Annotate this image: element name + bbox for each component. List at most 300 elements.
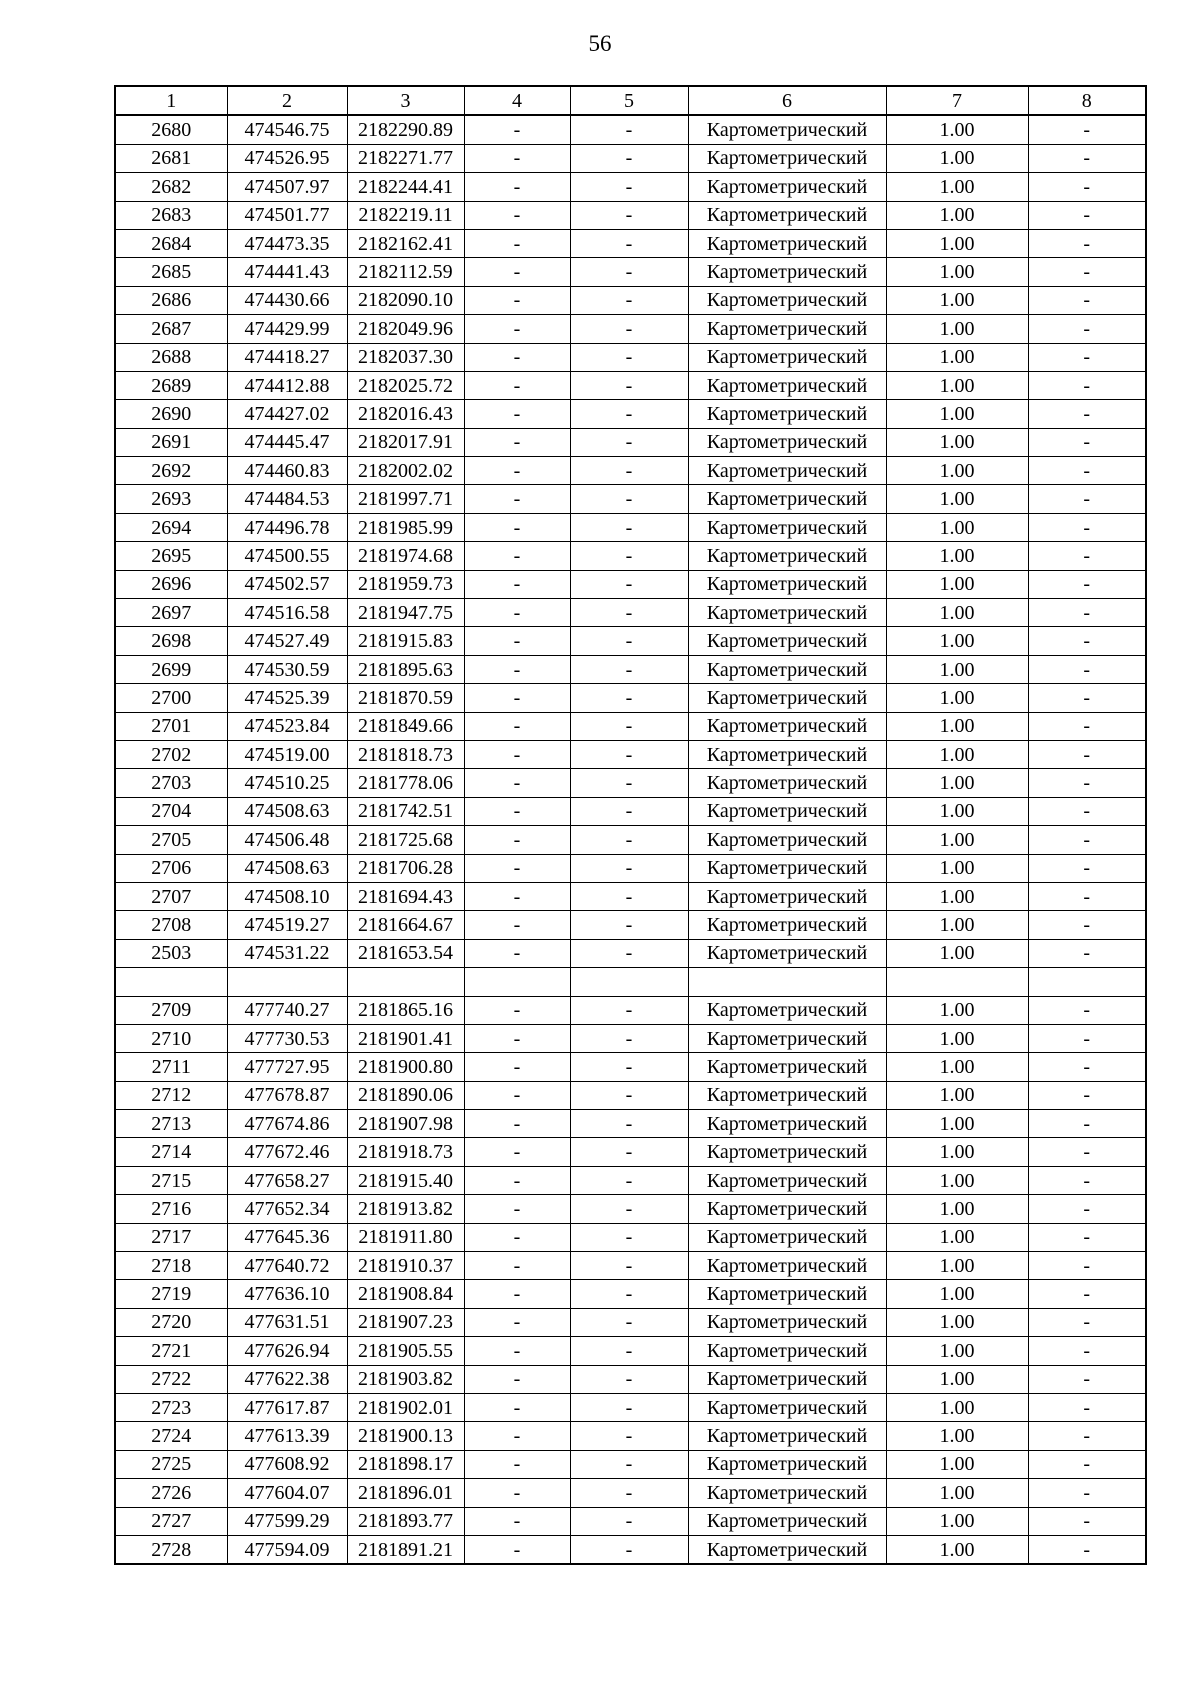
table-cell: - (1028, 1166, 1146, 1194)
table-cell: 2182290.89 (347, 115, 464, 144)
table-row (115, 740, 1146, 768)
table-cell: 2691 (115, 428, 227, 456)
table-cell: Картометрический (688, 1507, 886, 1535)
table-cell: - (464, 1535, 570, 1564)
table-cell: 477622.38 (227, 1365, 347, 1393)
table-cell: 1.00 (886, 1195, 1028, 1223)
table-cell: - (1028, 400, 1146, 428)
table-row (115, 428, 1146, 456)
table-row (115, 1393, 1146, 1421)
table-cell: Картометрический (688, 1337, 886, 1365)
table-cell: 474546.75 (227, 115, 347, 144)
table-cell: - (464, 1053, 570, 1081)
table-cell: - (1028, 655, 1146, 683)
table-cell: 2708 (115, 911, 227, 939)
table-cell: 474525.39 (227, 684, 347, 712)
table-cell: - (464, 1081, 570, 1109)
table-cell: - (464, 684, 570, 712)
table-cell: - (570, 1138, 688, 1166)
table-cell: 477652.34 (227, 1195, 347, 1223)
table-row (115, 144, 1146, 172)
table-cell: 477608.92 (227, 1450, 347, 1478)
table-cell: 2181778.06 (347, 769, 464, 797)
table-cell: 474429.99 (227, 315, 347, 343)
table-cell: Картометрический (688, 570, 886, 598)
table-cell: - (570, 1422, 688, 1450)
table-cell: Картометрический (688, 286, 886, 314)
table-cell: 2181974.68 (347, 542, 464, 570)
table-cell: - (464, 1166, 570, 1194)
table-row (115, 911, 1146, 939)
table-row (115, 400, 1146, 428)
table-cell: - (1028, 570, 1146, 598)
table-cell: 2181907.23 (347, 1308, 464, 1336)
table-cell: 2181694.43 (347, 882, 464, 910)
table-cell: - (1028, 1024, 1146, 1052)
table-cell: Картометрический (688, 1535, 886, 1564)
table-cell: - (570, 1393, 688, 1421)
column-header: 2 (227, 86, 347, 115)
table-cell: 2689 (115, 371, 227, 399)
column-header: 5 (570, 86, 688, 115)
table-cell: - (570, 343, 688, 371)
table-cell: - (464, 627, 570, 655)
table-cell: - (464, 343, 570, 371)
table-cell: 2702 (115, 740, 227, 768)
table-cell: 1.00 (886, 1280, 1028, 1308)
table-cell: 2685 (115, 258, 227, 286)
table-cell: 2182016.43 (347, 400, 464, 428)
table-cell: Картометрический (688, 854, 886, 882)
table-cell: 2706 (115, 854, 227, 882)
table-cell: 2693 (115, 485, 227, 513)
table-cell: - (570, 542, 688, 570)
table-cell: 474527.49 (227, 627, 347, 655)
table-cell: - (1028, 513, 1146, 541)
table-cell: - (1028, 911, 1146, 939)
table-cell: - (570, 485, 688, 513)
table-cell: - (570, 144, 688, 172)
table-cell: - (1028, 882, 1146, 910)
table-cell: 2181910.37 (347, 1252, 464, 1280)
table-cell: Картометрический (688, 684, 886, 712)
table-cell: 2680 (115, 115, 227, 144)
table-cell: 477599.29 (227, 1507, 347, 1535)
table-row (115, 1535, 1146, 1564)
table-row (115, 286, 1146, 314)
table-cell: 2182017.91 (347, 428, 464, 456)
table-cell: - (570, 1535, 688, 1564)
table-cell: 474473.35 (227, 229, 347, 257)
table-row (115, 1507, 1146, 1535)
table-cell: 2709 (115, 996, 227, 1024)
table-row (115, 655, 1146, 683)
table-cell: 474523.84 (227, 712, 347, 740)
table-cell: - (464, 229, 570, 257)
table-row (115, 1110, 1146, 1138)
table-cell: - (464, 854, 570, 882)
table-cell: - (570, 286, 688, 314)
table-cell: - (464, 115, 570, 144)
table-row (115, 343, 1146, 371)
table-cell: - (1028, 1223, 1146, 1251)
table-cell: 1.00 (886, 740, 1028, 768)
table-cell: 2722 (115, 1365, 227, 1393)
table-cell: 1.00 (886, 570, 1028, 598)
table-cell: - (464, 1138, 570, 1166)
table-cell: 1.00 (886, 684, 1028, 712)
table-cell: Картометрический (688, 1422, 886, 1450)
table-cell: 2718 (115, 1252, 227, 1280)
table-cell: 2681 (115, 144, 227, 172)
table-cell: 2682 (115, 173, 227, 201)
table-cell: 2181664.67 (347, 911, 464, 939)
table-cell: 2181997.71 (347, 485, 464, 513)
table-cell: 2181706.28 (347, 854, 464, 882)
table-cell: 2181959.73 (347, 570, 464, 598)
table-cell: 1.00 (886, 1223, 1028, 1251)
table-cell: 1.00 (886, 457, 1028, 485)
table-cell: 1.00 (886, 797, 1028, 825)
table-cell: - (1028, 1450, 1146, 1478)
table-cell: 1.00 (886, 826, 1028, 854)
table-cell: - (570, 1081, 688, 1109)
table-cell: - (570, 882, 688, 910)
table-cell: - (464, 599, 570, 627)
table-cell: 2503 (115, 939, 227, 967)
table-cell (115, 968, 227, 996)
table-row (115, 1422, 1146, 1450)
table-cell: - (464, 570, 570, 598)
table-cell: 1.00 (886, 343, 1028, 371)
table-cell: 474510.25 (227, 769, 347, 797)
table-cell: Картометрический (688, 1280, 886, 1308)
table-cell: 2720 (115, 1308, 227, 1336)
table-cell: 2181896.01 (347, 1479, 464, 1507)
table-cell: 1.00 (886, 996, 1028, 1024)
table-cell: Картометрический (688, 627, 886, 655)
table-cell: - (570, 1053, 688, 1081)
table-cell: - (1028, 1535, 1146, 1564)
table-cell: Картометрический (688, 655, 886, 683)
table-cell: - (1028, 315, 1146, 343)
table-cell: - (464, 1223, 570, 1251)
table-cell: 1.00 (886, 173, 1028, 201)
table-cell: 474460.83 (227, 457, 347, 485)
table-cell: 2181911.80 (347, 1223, 464, 1251)
table-row (115, 1195, 1146, 1223)
table-cell: - (464, 911, 570, 939)
table-cell: 474418.27 (227, 343, 347, 371)
table-cell: 2710 (115, 1024, 227, 1052)
table-cell: 2711 (115, 1053, 227, 1081)
table-cell: 474506.48 (227, 826, 347, 854)
table-cell: 1.00 (886, 939, 1028, 967)
table-cell: 1.00 (886, 542, 1028, 570)
table-cell: - (464, 740, 570, 768)
table-cell: 474519.27 (227, 911, 347, 939)
table-cell: - (1028, 144, 1146, 172)
table-cell: 1.00 (886, 1110, 1028, 1138)
table-cell: 2181891.21 (347, 1535, 464, 1564)
table-cell: - (464, 1479, 570, 1507)
table-cell: Картометрический (688, 882, 886, 910)
column-header: 4 (464, 86, 570, 115)
table-cell: Картометрический (688, 1166, 886, 1194)
table-cell: - (1028, 627, 1146, 655)
table-cell: 2721 (115, 1337, 227, 1365)
column-header: 7 (886, 86, 1028, 115)
table-cell: 1.00 (886, 1479, 1028, 1507)
table-cell: 2181915.40 (347, 1166, 464, 1194)
table-cell: 2181900.13 (347, 1422, 464, 1450)
table-cell: 2714 (115, 1138, 227, 1166)
table-cell: - (1028, 1337, 1146, 1365)
table-row (115, 627, 1146, 655)
table-row (115, 769, 1146, 797)
page-number: 56 (588, 31, 612, 56)
table-cell: Картометрический (688, 1110, 886, 1138)
table-cell: - (464, 1280, 570, 1308)
table-cell: 2707 (115, 882, 227, 910)
table-cell: - (1028, 769, 1146, 797)
table-cell: 474496.78 (227, 513, 347, 541)
table-body (115, 115, 1146, 1564)
table-cell: - (1028, 1280, 1146, 1308)
table-row (115, 684, 1146, 712)
table-cell: 2181985.99 (347, 513, 464, 541)
table-cell: 2688 (115, 343, 227, 371)
table-cell: Картометрический (688, 712, 886, 740)
table-cell: - (464, 1110, 570, 1138)
table-cell: - (1028, 1393, 1146, 1421)
table-cell: Картометрический (688, 1195, 886, 1223)
table-header-row (115, 86, 1146, 115)
table-cell: - (464, 1024, 570, 1052)
column-header: 3 (347, 86, 464, 115)
table-cell: 2686 (115, 286, 227, 314)
column-header: 1 (115, 86, 227, 115)
table-cell: 1.00 (886, 712, 1028, 740)
table-cell: 2728 (115, 1535, 227, 1564)
table-cell: - (464, 1422, 570, 1450)
table-row (115, 570, 1146, 598)
table-cell: 477740.27 (227, 996, 347, 1024)
table-cell: 2181913.82 (347, 1195, 464, 1223)
table-cell: 2699 (115, 655, 227, 683)
table-cell: - (570, 1479, 688, 1507)
table-cell: 1.00 (886, 1024, 1028, 1052)
table-cell: Картометрический (688, 769, 886, 797)
table-cell: 2182112.59 (347, 258, 464, 286)
table-cell: - (464, 173, 570, 201)
table-cell: 1.00 (886, 201, 1028, 229)
table-cell: 1.00 (886, 911, 1028, 939)
table-cell: 2182002.02 (347, 457, 464, 485)
table-cell: 474516.58 (227, 599, 347, 627)
table-cell: 1.00 (886, 513, 1028, 541)
table-cell: 1.00 (886, 1337, 1028, 1365)
table-cell: Картометрический (688, 485, 886, 513)
table-cell (688, 968, 886, 996)
table-cell: - (1028, 1365, 1146, 1393)
table-cell: 2727 (115, 1507, 227, 1535)
table-cell: 2181903.82 (347, 1365, 464, 1393)
table-cell: 477594.09 (227, 1535, 347, 1564)
column-header: 8 (1028, 86, 1146, 115)
table-cell: 1.00 (886, 1422, 1028, 1450)
table-cell: 1.00 (886, 144, 1028, 172)
table-cell: 474508.63 (227, 854, 347, 882)
table-cell: - (570, 1280, 688, 1308)
table-cell: Картометрический (688, 115, 886, 144)
table-cell: - (570, 599, 688, 627)
table-cell: 2181890.06 (347, 1081, 464, 1109)
table-cell (464, 968, 570, 996)
table-row (115, 1365, 1146, 1393)
table-cell: - (1028, 173, 1146, 201)
table-cell: 1.00 (886, 1450, 1028, 1478)
table-cell: - (570, 513, 688, 541)
table-cell: 2182049.96 (347, 315, 464, 343)
table-row (115, 229, 1146, 257)
table-cell: - (1028, 457, 1146, 485)
table-cell: - (570, 1024, 688, 1052)
table-cell: 2181725.68 (347, 826, 464, 854)
table-cell: 2181895.63 (347, 655, 464, 683)
table-row (115, 513, 1146, 541)
table-cell: - (464, 542, 570, 570)
table-cell: 2724 (115, 1422, 227, 1450)
table-cell: 1.00 (886, 1166, 1028, 1194)
table-cell: Картометрический (688, 144, 886, 172)
table-row (115, 258, 1146, 286)
table-cell: - (464, 1507, 570, 1535)
table-cell: 2182162.41 (347, 229, 464, 257)
table-cell: 474508.10 (227, 882, 347, 910)
table-cell: - (464, 258, 570, 286)
table-cell: - (570, 797, 688, 825)
table-cell: - (464, 826, 570, 854)
table-cell: - (570, 1337, 688, 1365)
table-cell: - (1028, 286, 1146, 314)
table-cell (1028, 968, 1146, 996)
table-cell: - (464, 1365, 570, 1393)
table-row (115, 1166, 1146, 1194)
table-cell: 2181900.80 (347, 1053, 464, 1081)
table-cell: - (570, 173, 688, 201)
table-cell: Картометрический (688, 1479, 886, 1507)
table-cell: 474500.55 (227, 542, 347, 570)
table-cell: Картометрический (688, 371, 886, 399)
table-cell: - (1028, 599, 1146, 627)
table-cell: 2181947.75 (347, 599, 464, 627)
table-cell: Картометрический (688, 826, 886, 854)
table-row (115, 542, 1146, 570)
table-cell (347, 968, 464, 996)
table-cell: - (464, 1337, 570, 1365)
table-cell: 2181898.17 (347, 1450, 464, 1478)
table-cell: 2181893.77 (347, 1507, 464, 1535)
table-cell: 477674.86 (227, 1110, 347, 1138)
table-row (115, 457, 1146, 485)
table-cell: 1.00 (886, 1138, 1028, 1166)
table-cell: - (1028, 1252, 1146, 1280)
table-cell: - (464, 513, 570, 541)
table-cell: Картометрический (688, 1365, 886, 1393)
table-cell: Картометрический (688, 1393, 886, 1421)
table-cell: - (464, 428, 570, 456)
coordinates-table (114, 85, 1147, 1565)
table-cell: 1.00 (886, 1252, 1028, 1280)
table-row (115, 996, 1146, 1024)
table-cell: Картометрический (688, 1081, 886, 1109)
table-cell: 2181915.83 (347, 627, 464, 655)
table-cell: 1.00 (886, 1507, 1028, 1535)
table-cell: 2726 (115, 1479, 227, 1507)
table-cell: Картометрический (688, 457, 886, 485)
table-row (115, 854, 1146, 882)
table-cell: - (570, 1252, 688, 1280)
table-cell: - (1028, 684, 1146, 712)
table-cell: - (570, 1110, 688, 1138)
table-cell: 1.00 (886, 258, 1028, 286)
table-cell: - (1028, 996, 1146, 1024)
table-cell: Картометрический (688, 1223, 886, 1251)
table-cell: 2705 (115, 826, 227, 854)
table-cell: 1.00 (886, 428, 1028, 456)
table-cell: - (1028, 1422, 1146, 1450)
table-cell: - (464, 1252, 570, 1280)
table-cell: 2695 (115, 542, 227, 570)
table-cell: 1.00 (886, 1365, 1028, 1393)
table-cell: 474507.97 (227, 173, 347, 201)
table-cell: - (464, 1393, 570, 1421)
table-cell: 477626.94 (227, 1337, 347, 1365)
table-cell: - (464, 201, 570, 229)
table-cell: 474519.00 (227, 740, 347, 768)
table-cell: - (570, 115, 688, 144)
table-cell: 2698 (115, 627, 227, 655)
table-cell: 2181849.66 (347, 712, 464, 740)
table-cell: 477631.51 (227, 1308, 347, 1336)
table-cell: Картометрический (688, 315, 886, 343)
table-cell: Картометрический (688, 996, 886, 1024)
table-row (115, 826, 1146, 854)
table-cell: - (570, 1195, 688, 1223)
table-cell: Картометрический (688, 1053, 886, 1081)
table-cell: - (1028, 343, 1146, 371)
table-cell: - (464, 286, 570, 314)
table-cell: - (570, 911, 688, 939)
table-cell: - (464, 996, 570, 1024)
table-cell (227, 968, 347, 996)
table-cell: 477604.07 (227, 1479, 347, 1507)
table-cell: Картометрический (688, 939, 886, 967)
table-cell: - (1028, 229, 1146, 257)
table-cell: Картометрический (688, 1138, 886, 1166)
table-cell: 2701 (115, 712, 227, 740)
table-cell: - (464, 315, 570, 343)
table-cell: 477645.36 (227, 1223, 347, 1251)
table-cell: Картометрический (688, 1308, 886, 1336)
table-cell: - (570, 684, 688, 712)
table-cell: 1.00 (886, 400, 1028, 428)
table-cell: - (570, 1308, 688, 1336)
table-cell: - (464, 939, 570, 967)
table-cell: - (570, 740, 688, 768)
table-cell: 2182090.10 (347, 286, 464, 314)
